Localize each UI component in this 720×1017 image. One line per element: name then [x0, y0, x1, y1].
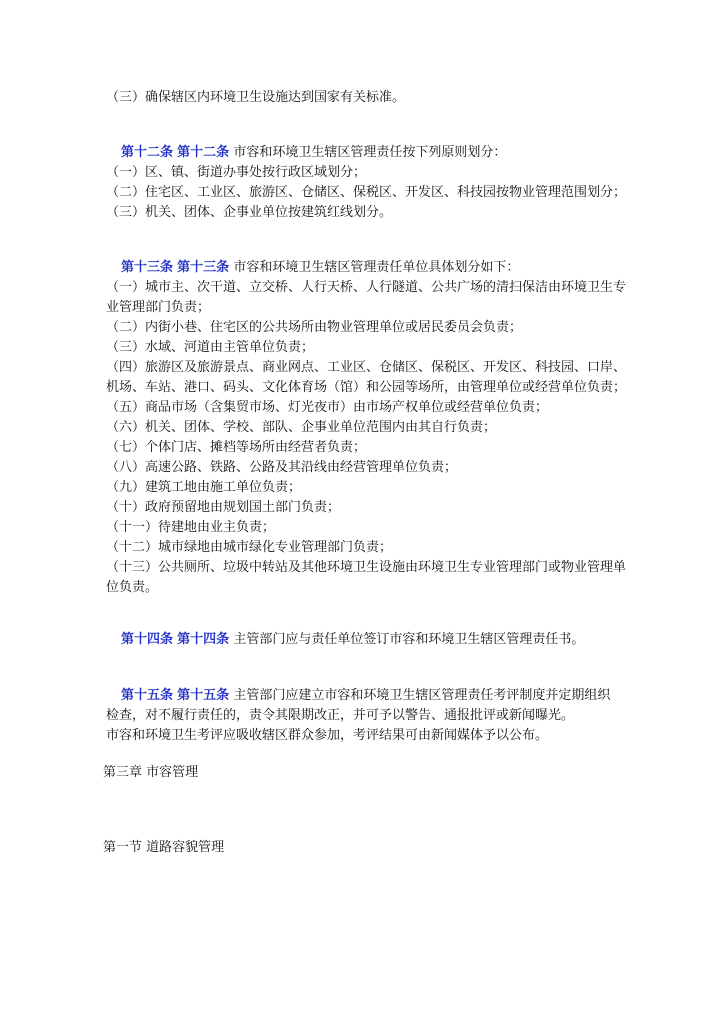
article-13-item-4: （四）旅游区及旅游景点、商业网点、工业区、仓储区、保税区、开发区、科技园、口岸、	[106, 360, 627, 375]
article-13-item-3: （三）水域、河道由主管单位负责；	[106, 340, 315, 355]
article-15-text: 主管部门应建立市容和环境卫生辖区管理责任考评制度并定期组织	[233, 688, 611, 703]
article-15-number-repeat: 第十五条	[177, 688, 230, 703]
item-ensure-standards: （三）确保辖区内环境卫生设施达到国家有关标准。	[106, 90, 406, 105]
article-12-number-repeat: 第十二条	[177, 145, 230, 160]
article-13-item-1-cont: 业管理部门负责；	[106, 300, 211, 315]
chapter-3-heading: 第三章 市容管理	[103, 765, 199, 780]
article-14-number: 第十四条	[121, 632, 174, 647]
article-12-text: 市容和环境卫生辖区管理责任按下列原则划分：	[233, 145, 507, 160]
article-13-item-4-cont: 机场、车站、港口、码头、文化体育场（馆）和公园等场所，由管理单位或经营单位负责；	[106, 380, 627, 395]
article-12-item-2: （二）住宅区、工业区、旅游区、仓储区、保税区、开发区、科技园按物业管理范围划分；	[106, 185, 627, 200]
article-15-heading	[121, 686, 610, 705]
article-14-number-repeat: 第十四条	[177, 632, 230, 647]
article-13-item-6: （六）机关、团体、学校、部队、企事业单位范围内由其自行负责；	[106, 420, 497, 435]
article-13-item-1: （一）城市主、次干道、立交桥、人行天桥、人行隧道、公共广场的清扫保洁由环境卫生专	[106, 280, 627, 295]
article-13-heading	[121, 258, 519, 277]
article-13-text: 市容和环境卫生辖区管理责任单位具体划分如下：	[233, 260, 520, 275]
article-12-item-1: （一）区、镇、街道办事处按行政区域划分；	[106, 165, 367, 180]
article-13-item-13-cont: 位负责。	[106, 580, 159, 595]
article-13-item-8: （八）高速公路、铁路、公路及其沿线由经营管理单位负责；	[106, 460, 458, 475]
article-15-number: 第十五条	[121, 688, 174, 703]
article-15-line-2: 检查，对不履行责任的，责令其限期改正，并可予以警告、通报批评或新闻曝光。	[106, 708, 575, 723]
article-13-item-11: （十一）待建地由业主负责；	[106, 520, 276, 535]
article-13-number: 第十三条	[121, 260, 174, 275]
article-13-number-repeat: 第十三条	[177, 260, 230, 275]
article-13-item-5: （五）商品市场（含集贸市场、灯光夜市）由市场产权单位或经营单位负责；	[106, 400, 549, 415]
article-12-heading	[121, 143, 506, 162]
article-13-item-12: （十二）城市绿地由城市绿化专业管理部门负责；	[106, 540, 393, 555]
article-13-item-2: （二）内街小巷、住宅区的公共场所由物业管理单位或居民委员会负责；	[106, 320, 523, 335]
article-14-text: 主管部门应与责任单位签订市容和环境卫生辖区管理责任书。	[233, 632, 585, 647]
article-13-item-13: （十三）公共厕所、垃圾中转站及其他环境卫生设施由环境卫生专业管理部门或物业管理单	[106, 560, 627, 575]
article-12-item-3: （三）机关、团体、企事业单位按建筑红线划分。	[106, 205, 393, 220]
article-12-number: 第十二条	[121, 145, 174, 160]
article-15-line-3: 市容和环境卫生考评应吸收辖区群众参加，考评结果可由新闻媒体予以公布。	[106, 728, 549, 743]
article-14-heading	[121, 630, 584, 649]
section-1-heading: 第一节 道路容貌管理	[103, 840, 225, 855]
article-13-item-9: （九）建筑工地由施工单位负责；	[106, 480, 302, 495]
article-13-item-10: （十）政府预留地由规划国土部门负责；	[106, 500, 341, 515]
article-13-item-7: （七）个体门店、摊档等场所由经营者负责；	[106, 440, 367, 455]
